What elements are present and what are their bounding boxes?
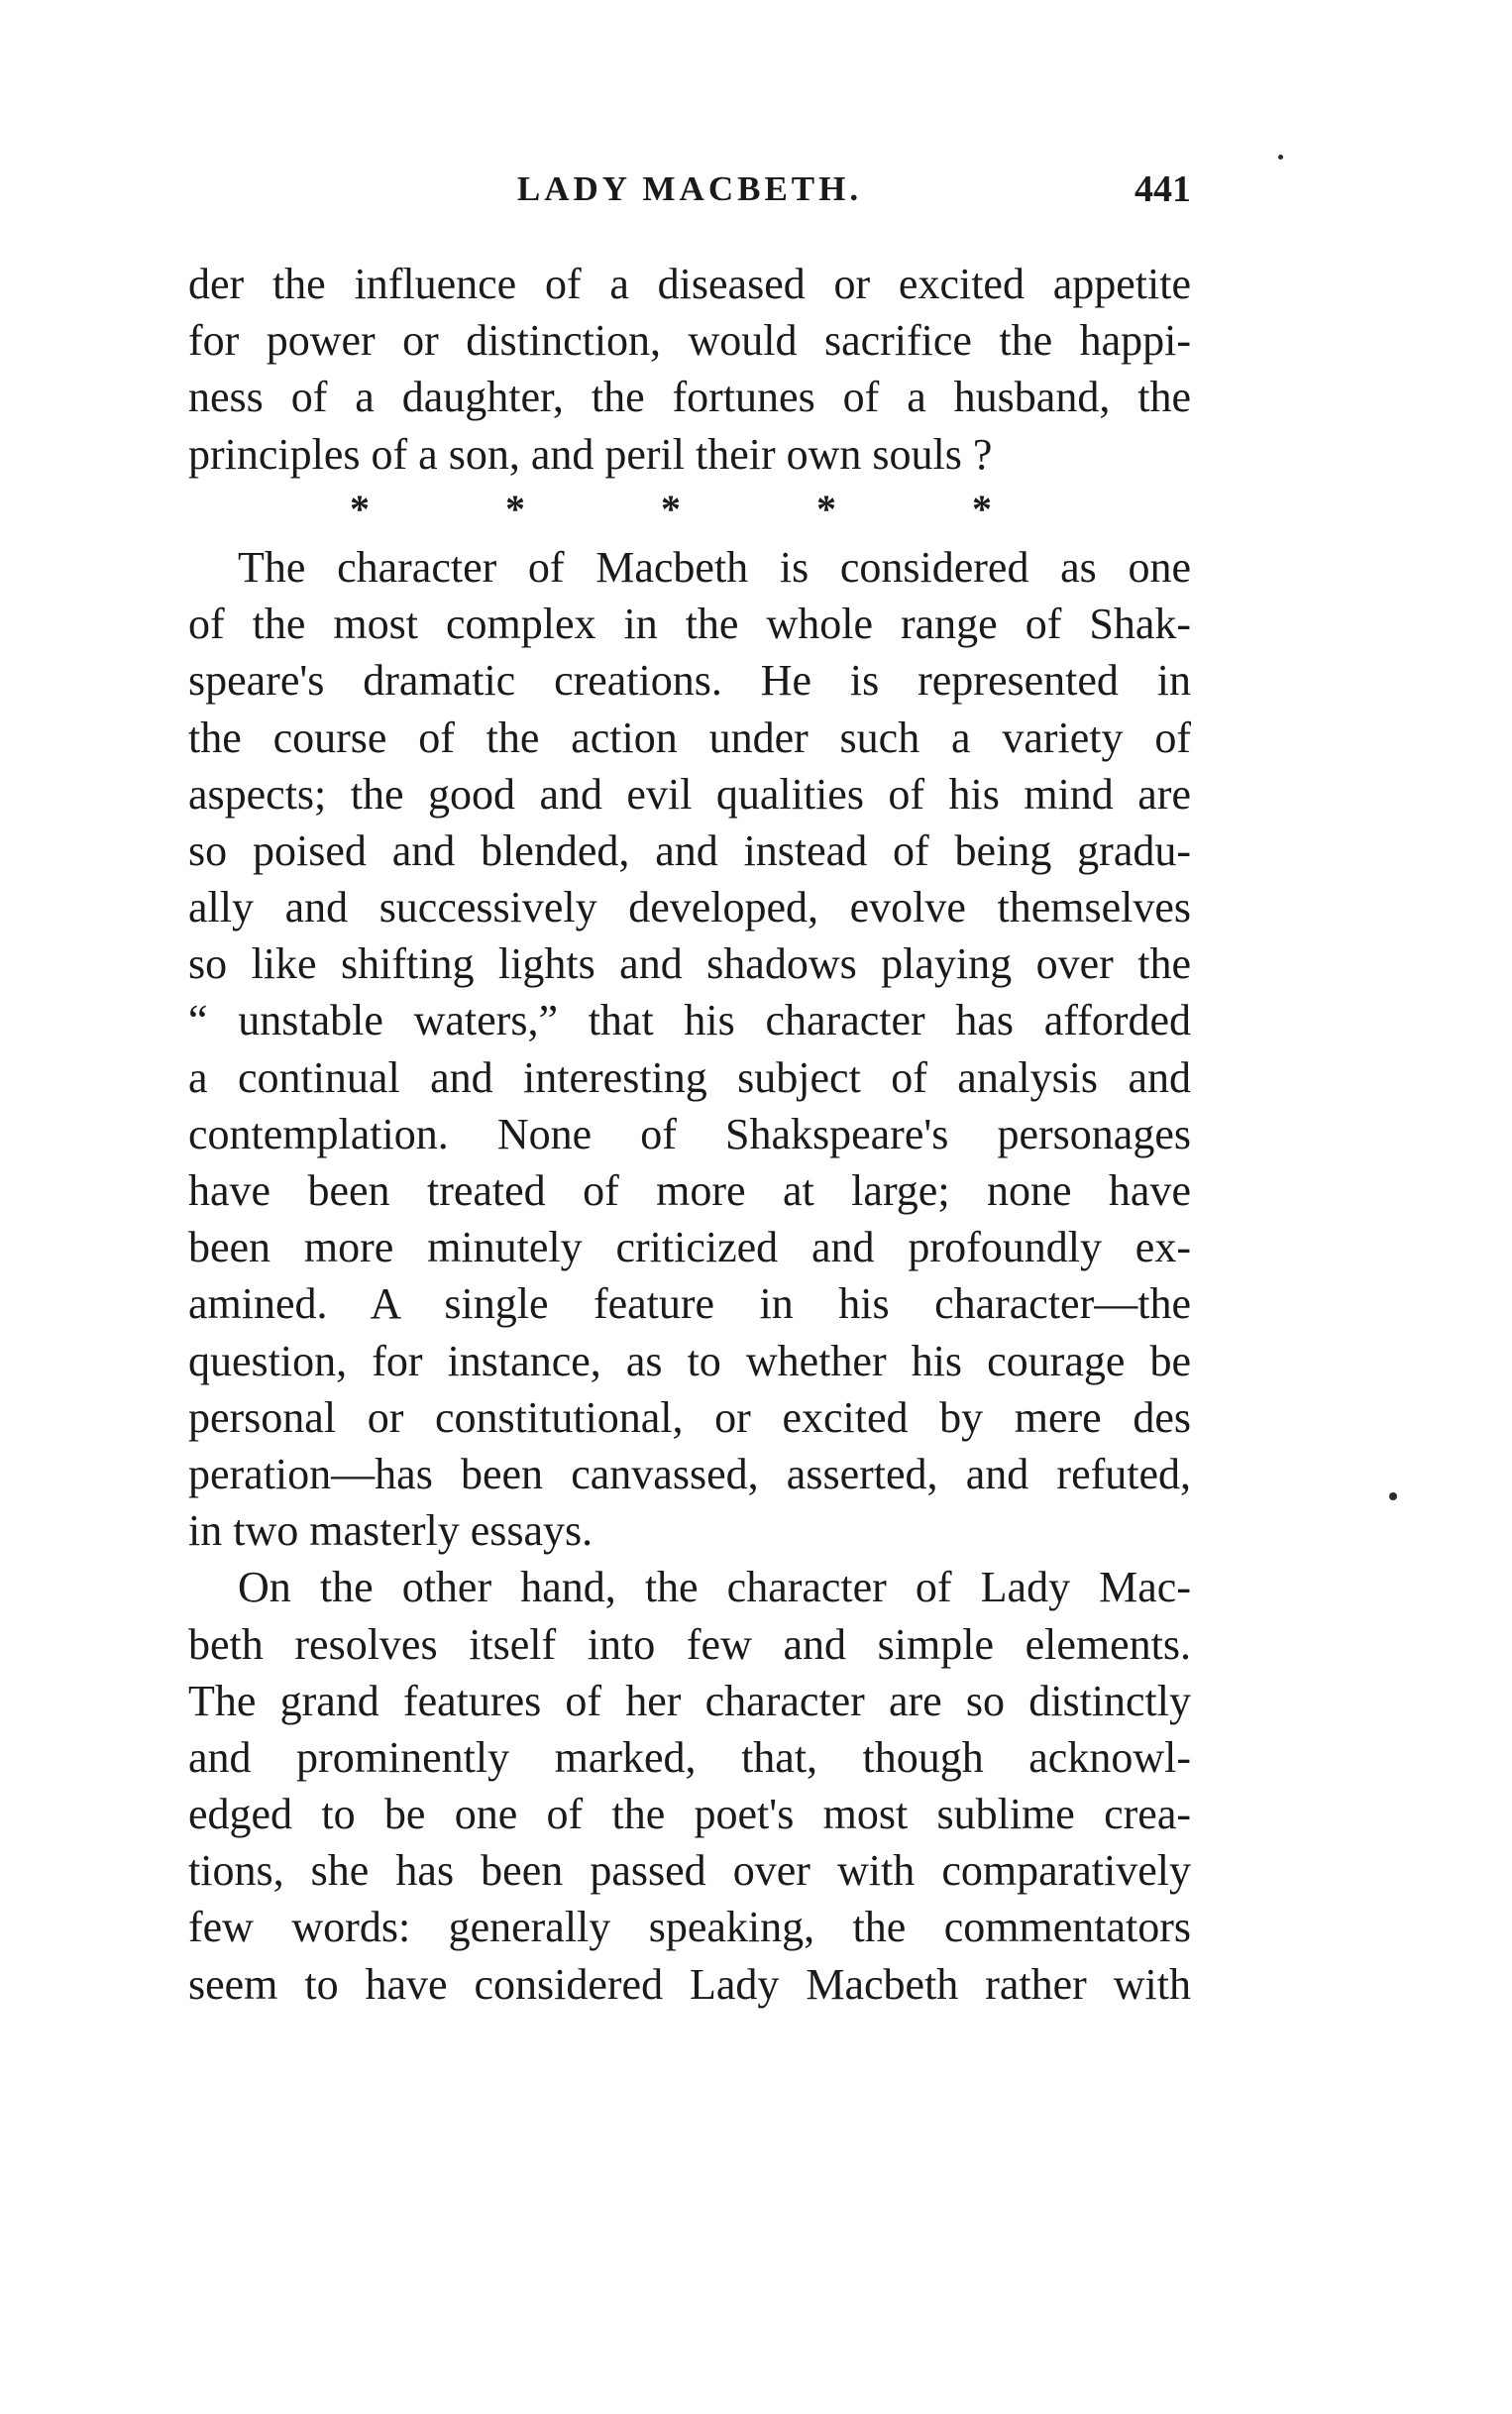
paper-speck [1278, 155, 1283, 160]
text-line: der the influence of a diseased or excited appetite [188, 260, 1191, 308]
text-line: ally and successively developed, evolve themselves [188, 883, 1191, 933]
asterisk: * [350, 486, 370, 531]
text-line: of the most complex in the whole range of Shak- [188, 600, 1191, 649]
text-line: tions, she has been passed over with comparatively [188, 1846, 1191, 1896]
text-line: a continual and interesting subject of analysis and [188, 1052, 1191, 1102]
text-line: so poised and blended, and instead of being gradu- [188, 825, 1191, 875]
text-line: so like shifting lights and shadows playing over the [188, 939, 1191, 989]
text-line: On the other hand, the character of Lady Mac- [238, 1563, 1191, 1612]
text-line: few words: generally speaking, the commentators [188, 1903, 1191, 1952]
text-line: ness of a daughter, the fortunes of a husband, the [188, 373, 1191, 422]
running-head [188, 165, 1191, 214]
paper-speck [1389, 1492, 1397, 1500]
text-line: amined. A single feature in his character—the [188, 1279, 1191, 1329]
text-line: seem to have considered Lady Macbeth rather with [188, 1959, 1191, 2009]
text-line: peration—has been canvassed, asserted, and refuted, [188, 1449, 1191, 1498]
text-line: principles of a son, and peril their own souls ? [188, 429, 993, 479]
section-break [188, 483, 1191, 539]
text-line: the course of the action under such a variety of [188, 713, 1191, 762]
running-title: LADY MACBETH. [516, 169, 863, 208]
text-line: in two masterly essays. [188, 1506, 594, 1556]
text-line: for power or distinction, would sacrifice the happi- [188, 316, 1191, 366]
text-line: personal or constitutional, or excited by mere des [188, 1392, 1191, 1442]
text-line: edged to be one of the poet's most sublime crea- [188, 1790, 1191, 1839]
text-line: “ unstable waters,” that his character has afforded [188, 996, 1191, 1045]
text-line: speare's dramatic creations. He is represented in [188, 656, 1191, 706]
text-line: The character of Macbeth is considered as one [238, 542, 1191, 592]
asterisk: * [505, 486, 525, 531]
asterisk: * [972, 486, 992, 531]
text-line: been more minutely criticized and profoundly ex- [188, 1223, 1191, 1272]
text-line: contemplation. None of Shakspeare's personages [188, 1109, 1191, 1158]
text-line: have been treated of more at large; none have [188, 1166, 1191, 1215]
text-line: aspects; the good and evil qualities of his mind are [188, 769, 1191, 819]
text-line: The grand features of her character are so distinctly [188, 1676, 1191, 1725]
asterisk: * [661, 486, 681, 531]
page-number: 441 [1134, 168, 1191, 210]
text-line: and prominently marked, that, though acknowl- [188, 1732, 1191, 1782]
body-text [188, 256, 1191, 2013]
text-line: question, for instance, as to whether his courage be [188, 1336, 1191, 1385]
asterisk: * [816, 486, 836, 531]
text-line: beth resolves itself into few and simple elements. [188, 1619, 1191, 1669]
